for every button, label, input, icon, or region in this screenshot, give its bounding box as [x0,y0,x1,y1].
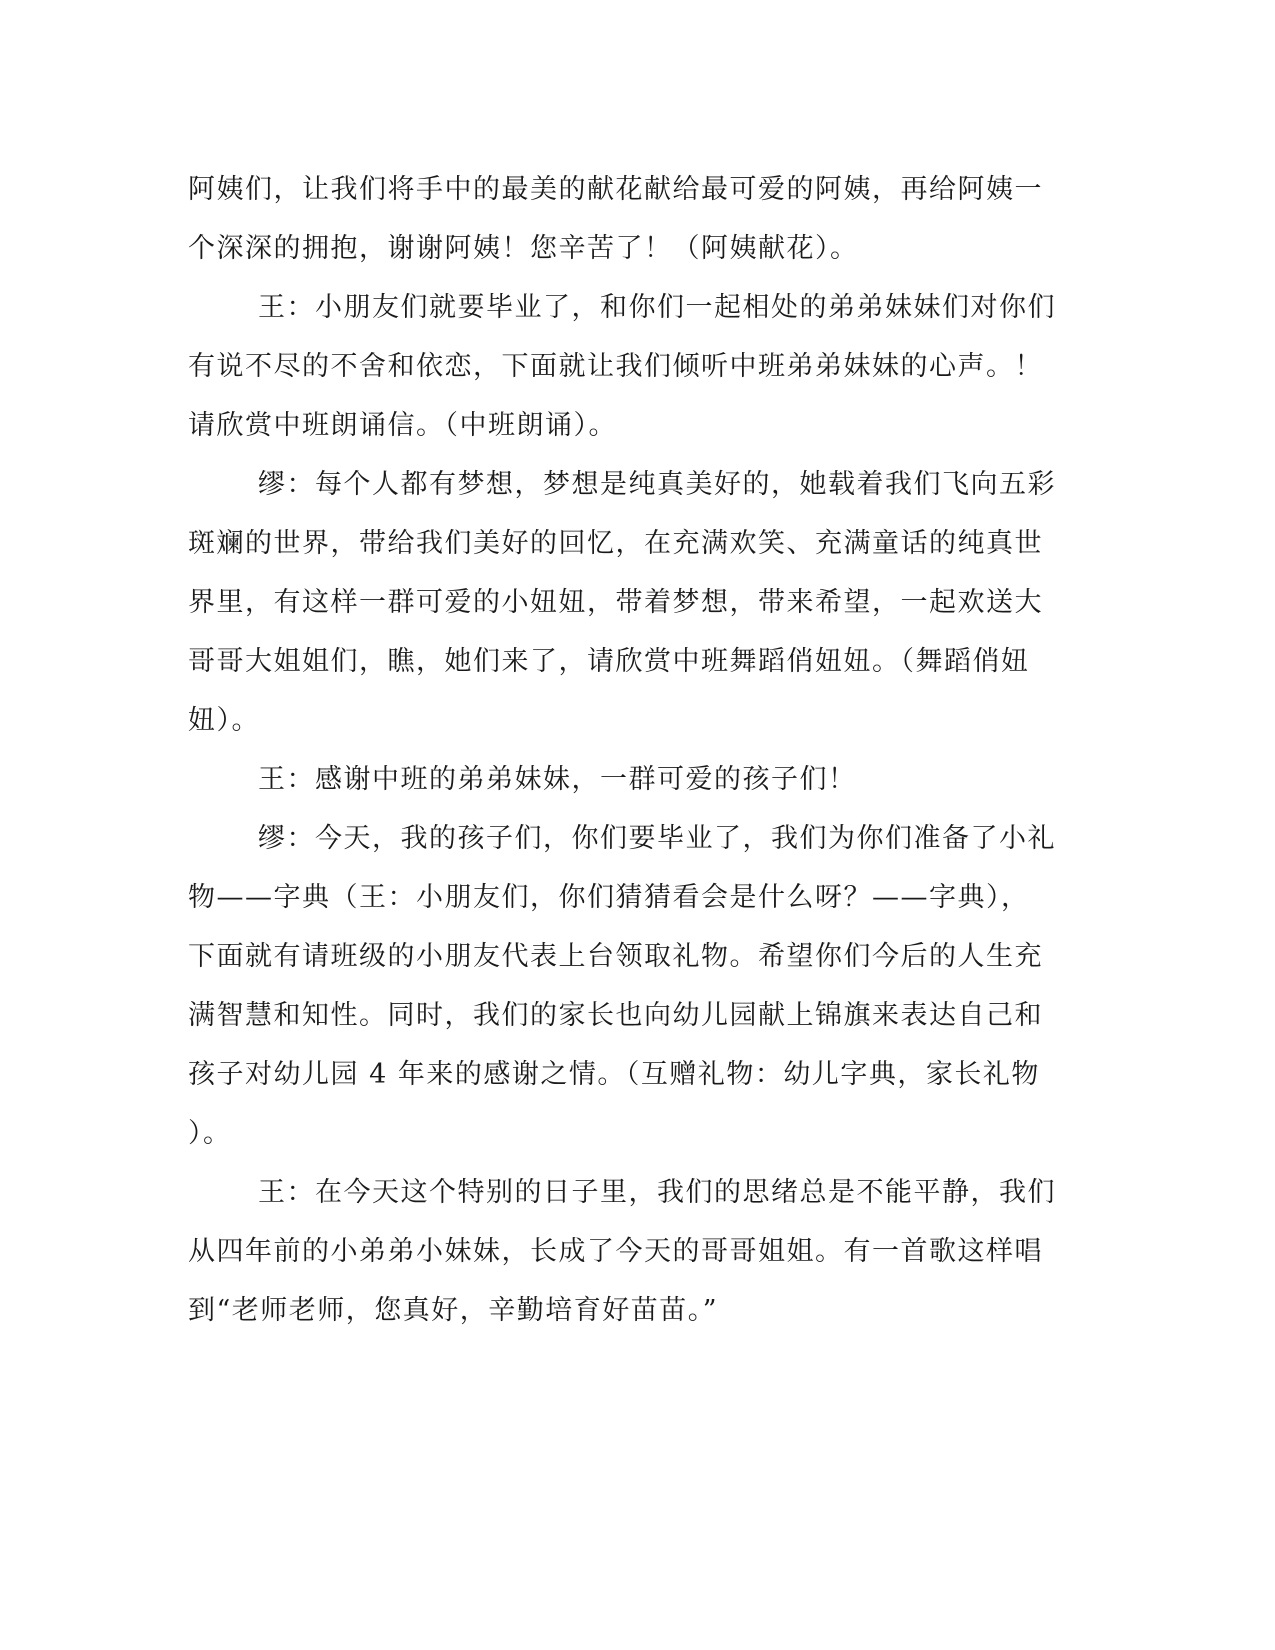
text-line: 满智慧和知性。同时，我们的家长也向幼儿园献上锦旗来表达自己和 [188,1000,1043,1031]
text-line: 妞）。 [188,705,260,736]
text-line: 界里，有这样一群可爱的小妞妞，带着梦想，带来希望，一起欢送大 [188,587,1043,618]
text-line: 阿姨们，让我们将手中的最美的献花献给最可爱的阿姨，再给阿姨一 [188,174,1043,205]
text-line: 下面就有请班级的小朋友代表上台领取礼物。希望你们今后的人生充 [188,941,1043,972]
text-line: 个深深的拥抱，谢谢阿姨！您辛苦了！（阿姨献花）。 [188,233,859,264]
text-line: 缪：每个人都有梦想，梦想是纯真美好的，她载着我们飞向五彩 [258,469,1056,500]
text-line: 王：感谢中班的弟弟妹妹，一群可爱的孩子们！ [258,764,857,795]
text-line: 到“老师老师，您真好，辛勤培育好苗苗。” [188,1295,719,1326]
text-line: 哥哥大姐姐们，瞧，她们来了，请欣赏中班舞蹈俏妞妞。（舞蹈俏妞 [188,646,1030,677]
text-line: 孩子对幼儿园 4 年来的感谢之情。（互赠礼物：幼儿字典，家长礼物 [188,1059,1040,1090]
text-line: 请欣赏中班朗诵信。（中班朗诵）。 [188,410,617,441]
text-line: 王：小朋友们就要毕业了，和你们一起相处的弟弟妹妹们对你们 [258,292,1056,323]
text-line: ）。 [188,1118,232,1149]
text-line: 王：在今天这个特别的日子里，我们的思绪总是不能平静，我们 [258,1177,1056,1208]
text-line: 斑斓的世界，带给我们美好的回忆，在充满欢笑、充满童话的纯真世 [188,528,1043,559]
text-line: 从四年前的小弟弟小妹妹，长成了今天的哥哥姐姐。有一首歌这样唱 [188,1236,1043,1267]
text-line: 有说不尽的不舍和依恋，下面就让我们倾听中班弟弟妹妹的心声。！ [188,351,1043,382]
text-line: 缪：今天，我的孩子们，你们要毕业了，我们为你们准备了小礼 [258,823,1056,854]
document-body [188,160,1068,1340]
text-line: 物——字典（王：小朋友们，你们猜猜看会是什么呀？——字典）， [188,882,1030,913]
